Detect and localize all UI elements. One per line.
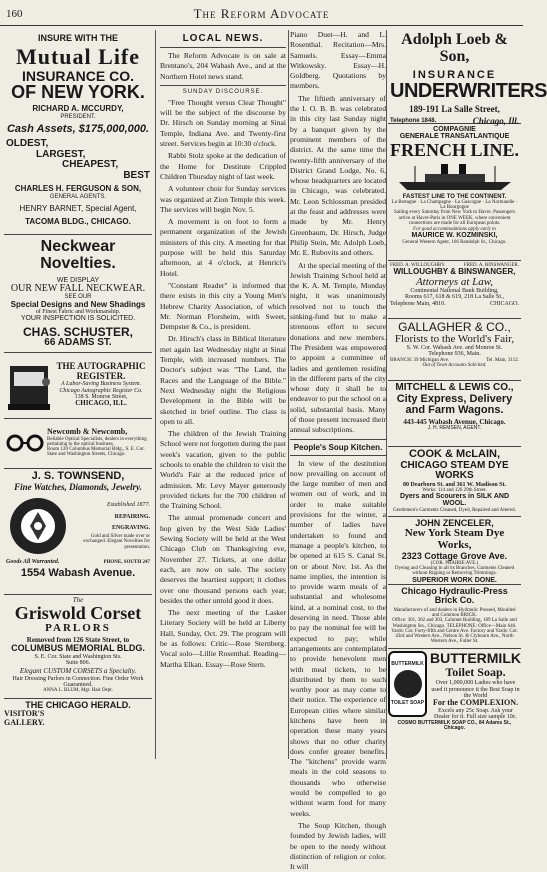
rule	[290, 455, 386, 456]
ad-text: New York Steam Dye Works,	[404, 527, 505, 551]
diamond-brooch-illustration	[6, 494, 70, 558]
rule	[160, 47, 286, 48]
ad-mitchell-lewis	[388, 381, 521, 447]
ad-text: Over 1,000,000 Ladies who have used it pronounce it the Best Soap in the World	[431, 680, 520, 699]
ad-chicago-herald	[4, 699, 152, 727]
ad-text: Suite 806.	[65, 659, 91, 666]
ad-willoughby	[388, 261, 521, 319]
ad-text: CHICAGO STEAM DYE WORKS	[400, 459, 509, 482]
ad-mutual-life	[4, 30, 152, 235]
ad-text: PARLORS	[45, 622, 111, 635]
ad-text: Out of Town Accounts Solicited.	[422, 362, 487, 368]
ad-text: Room 120 Columbus Memorial Bldg., S. E. Cor. State and Washington Streets, Chicago.	[47, 447, 145, 458]
soap-box-emblem	[394, 670, 422, 698]
news-paragraph: The next meeting of the Lasker Literary Society will be held at Liberty Hall, Sunday, Oct. 29. The program will be as follows: Critic—Rose Sternberg. Vocal solo—Lillie Rosenthal. Reading—Martha Elkan. Essay—Rose Stern.	[160, 608, 286, 669]
ad-hydraulic-brick	[388, 585, 521, 649]
section-heading-soup-kitchen: People's Soup Kitchen.	[293, 442, 383, 452]
ad-text: Florists to the World's Fair,	[394, 332, 515, 345]
ad-text: Cash Assets, $175,000,000.	[6, 122, 150, 135]
ad-gallagher	[388, 319, 521, 381]
ad-text: Telephone 1848.	[390, 118, 437, 125]
ad-buttermilk-soap	[388, 649, 521, 732]
ad-column-right	[388, 30, 547, 759]
ad-text: For the COMPLEXION.	[433, 698, 518, 708]
ad-text: TACOMA BLDG., CHICAGO.	[25, 217, 131, 227]
ad-text: COMPAGNIE	[433, 126, 476, 133]
column-rule-2	[288, 30, 289, 759]
ad-text: VISITOR'S	[4, 709, 45, 719]
ad-text: (COR. PRAIRIE AVE.)	[430, 560, 479, 566]
ad-text: 2323 Cottage Grove Ave.	[401, 550, 508, 561]
ad-text: CHARLES H. FERGUSON & SON,	[14, 184, 142, 194]
ad-text: La Bretagne · La Champagne · La Gascogne · La Normandie · La Bourgogne	[391, 199, 518, 211]
ad-text: SUPERIOR WORK DONE.	[412, 576, 497, 584]
ad-cook-mclain	[388, 447, 521, 517]
ad-text: MAURICE W. KOZMINSKI,	[411, 232, 498, 240]
news-paragraph: The fiftieth anniversary of the I. O. B. B. was celebrated in this city last Sunday night by a banquet given by the prominent members of the district. At the same time the twenty-fifth anniversary of the District Grand Lodge, No. 6, whose headquarters are located in Chicago, was celebrated. Mr. Leon Schlossman presided at the feast and addresses were made by Mr. Henry Greenbaum, Dr. Hirsch, Judge Philip Stein, Mr. Adolph Loeb, Mr. E. Rubovits and others.	[290, 93, 386, 258]
ad-text: WE DISPLAY	[56, 276, 100, 284]
ad-headline: REGISTER.	[76, 370, 126, 381]
ad-text: Established 1877.	[107, 502, 150, 509]
soap-box-label: BUTTERMILK	[391, 660, 424, 667]
ad-text: BEST	[123, 169, 150, 181]
ad-text: Gentlemen's Garments Cleaned, Dyed, Repaired and Altered.	[393, 507, 516, 513]
ad-text: FASTEST LINE TO THE CONTINENT.	[402, 193, 507, 200]
ad-townsend	[4, 469, 152, 595]
soap-box-label: TOILET SOAP	[390, 700, 425, 706]
ad-text: 189-191 La Salle Street,	[409, 104, 500, 115]
news-paragraph: The Reform Advocate is on sale at Brentano's, 204 Wabash Ave., and at the Northern Hotel news stand.	[160, 51, 286, 81]
ad-text: of Finest Fabric and Workmanship.	[35, 309, 121, 316]
ad-headline: Mutual Life	[15, 44, 141, 70]
ad-text: Attorneys at Law,	[415, 275, 494, 288]
ad-headline: Griswold Corset	[14, 603, 142, 624]
ad-text: Toilet Soap.	[445, 664, 506, 679]
ad-headline: Chicago Hydraulic-Press Brick Co.	[401, 586, 508, 606]
ad-text: Yards: Cor. Forty-fifth and Centre Ave. Factory and Yards: Cor. 43rd and Western Ave., Nelson St. & Clybourn Ave., North Western Ave., Fuller St.	[391, 628, 518, 645]
news-column-local	[160, 30, 286, 759]
ad-text: FRED. A. BINSWANGER.	[463, 263, 519, 268]
ad-text: SEE OUR	[64, 294, 92, 301]
news-paragraph: The annual promenade concert and hop given by the West Side Ladies' Sewing Society will be held at the West Chicago Club on Thanksgiving eve, November 27. Tickets, at one dollar each, are now on sale. The society deserves the heartiest support; it clothes over one thousand persons each year, besides the other untold good it does.	[160, 513, 286, 605]
ad-text: RICHARD A. MCCURDY,	[32, 104, 124, 114]
page-number: 160	[6, 8, 23, 20]
ad-headline: FRENCH LINE.	[390, 139, 520, 160]
ad-text: INSURANCE CO.	[21, 67, 134, 84]
news-paragraph: Dr. Hirsch's class in Biblical literature met again last Wednesday night at Sinai Temple, with increased numbers. The Doctor's subject was "The Land, the Races and the Language of the Bible." Next Wednesday night the Religious Development in the Bible will be sketched in brief outline. The class is open to all.	[160, 334, 286, 426]
ad-headline: BUTTERMILK	[430, 650, 521, 666]
ad-text: CHAS. SCHUSTER,	[22, 324, 133, 339]
news-paragraph: The Soup Kitchen, though founded by Jewish ladies, will be open to the needy without distinction of religion or color. It will	[290, 820, 386, 872]
ad-griswold-corset	[4, 595, 152, 699]
ad-headline: THE AUTOGRAPHIC	[56, 361, 146, 372]
ad-text: Goods All Warranted.	[6, 558, 60, 565]
ad-text: CHEAPEST,	[62, 159, 119, 171]
ad-text: Rooms 617, 618 & 619, 218 La Salle St.,	[405, 294, 504, 301]
ad-headline: JOHN ZENCELER,	[415, 518, 494, 528]
ad-text: GALLERY.	[4, 717, 45, 727]
ad-text: Sailing every Saturday from New York to Havre. Passengers arrive at Havre-Paris in ONE WEEK, where convenient connections are made for all European points.	[393, 210, 516, 226]
ad-text: Chicago, Ill.	[472, 115, 519, 126]
ad-text: 66 ADAMS ST.	[44, 337, 112, 349]
ad-headline: MITCHELL & LEWIS CO.,	[395, 382, 514, 393]
ad-text: General Western Agent, 166 Randolph St., Chicago.	[402, 239, 507, 245]
ad-text: UNDERWRITERS	[390, 80, 547, 103]
masthead: The Reform Advocate	[193, 6, 330, 21]
ad-text: Fine Watches, Diamonds, Jewelry.	[14, 481, 142, 492]
ad-text: City Express, Delivery and Farm Wagons.	[396, 392, 513, 417]
news-paragraph: A volunteer choir for Sunday services was organized at Zion Temple this week. The services will begin Nov. 5.	[160, 184, 286, 214]
ad-text: PHONE, SOUTH 247	[103, 559, 150, 565]
ad-headline: Adolph Loeb & Son,	[401, 31, 508, 65]
ad-headline: COOK & McLAIN,	[408, 448, 501, 460]
ad-text: The	[72, 596, 84, 604]
ad-text: OF NEW YORK.	[11, 82, 145, 103]
news-paragraph: In view of the destitution now prevailing on account of the large number of men and women out of work, and in order to make suitable provisions for the winter, a number of ladies have undertaken to found and manage a people's kitchen, to be opened at 615 S. Canal St. on or about Nov. 1st. As the name implies, the intention is to provide warm meals of a substantial and wholesome kind, at a nominal cost, to the deserving in need. Those able to pay the nominal fee will be expected to pay; while arrangements are contemplated to provide benevolent men with meal tickets, to be distributed by them to such worthy poor as may come to their notice. The experience of European cities where similar kitchens have been in operation these many years shows that no other charity does confer greater benefits. The "kitchens" provide warm meals in the cold seasons to thousands who otherwise would be compelled to go without warm food for many weeks.	[290, 458, 386, 818]
ad-text: Elegant CUSTOM CORSETS a Specialty.	[19, 667, 137, 676]
ad-zenceler	[388, 517, 521, 585]
ad-text: OUR NEW FALL NECKWEAR.	[10, 282, 146, 294]
ad-text: Reliable Optical Specialists, dealers in everything pertaining to the optical business.	[47, 436, 147, 447]
ad-text: OLDEST,	[6, 138, 49, 150]
ad-text: LARGEST,	[36, 148, 86, 160]
ad-text: 138 S. Monroe Street,	[74, 393, 128, 400]
ad-headline: THE CHICAGO HERALD.	[25, 700, 131, 710]
ad-text: A Labor-Saving Business System.	[60, 381, 142, 388]
ad-headline: Neckwear Novelties.	[40, 238, 116, 272]
ad-text: CHICAGO.	[490, 300, 519, 307]
section-heading-local-news: LOCAL NEWS.	[182, 33, 264, 44]
ad-text: 1554 Wabash Avenue.	[20, 567, 136, 580]
ad-text: Dyeing and Cleaning in all its Branches. Garments Cleaned without Ripping or Removing Trimmings.	[394, 566, 515, 577]
ad-text: 80 Dearborn St. and 361 W. Madison St.	[402, 481, 507, 488]
rule	[160, 85, 286, 86]
ad-text: PRESIDENT.	[60, 113, 96, 120]
ad-text: Tel. Main, 3112.	[486, 357, 519, 363]
news-paragraph: Rabbi Stolz spoke at the dedication of the Home for Destitute Crippled Children Thursday night of last week.	[160, 151, 286, 181]
ad-column-left	[4, 30, 152, 759]
rule	[290, 439, 386, 440]
ad-text: INSURE WITH THE	[38, 33, 118, 43]
ad-text: INSURANCE	[412, 68, 497, 81]
ad-text: Manufacturers of and dealers in Hydraulic Pressed, Moulded and Common BRICK.	[393, 607, 516, 619]
ad-text: J. H. REMSEN, AGENT.	[427, 424, 482, 431]
news-paragraph: "Constant Reader" is informed that there exists in this city a Young Men's Hebrew Charity Association, of which Mr. Norman Florsheim, with Sweet, Dempster & Co., is president.	[160, 280, 286, 332]
news-paragraph: At the special meeting of the Jewish Training School held at the K. A. M. Temple, Monday night, it was unanimously resolved not to touch the sinking-fund but to make a strenuous effort to secure donations and new members. The President was empowered to appoint a committee of ladies and gentlemen residing in the different parts of the city whose duty it shall be to endeavor to put the school on a solid, substantial basis. Many of those present increased their annual subscriptions.	[290, 260, 386, 435]
eyeglasses-icon	[6, 433, 44, 453]
ad-headline: WILLOUGHBY & BINSWANGER,	[393, 267, 516, 277]
ad-text: Telephone Main, 4810.	[390, 300, 446, 307]
news-paragraph: Piano Duet—H. and L. Rosenthal. Recitation—Mrs. Samuels. Essay—Emma Witkowsky. Essay—H. Goldberg. Quotations by members.	[290, 30, 386, 91]
ad-text: Dyers and Scourers in SILK AND WOOL.	[399, 493, 510, 508]
ad-text: Works: 114 and 126 29th Street.	[422, 487, 487, 493]
ad-text: HENRY BARNET, Special Agent,	[19, 204, 137, 214]
ad-text: Telephone 936, Main.	[428, 351, 481, 358]
ad-text: BRANCH: 39 Michigan Ave.	[390, 357, 450, 363]
ad-text: FRED. A. WILLOUGHBY.	[390, 263, 446, 268]
ad-text: Removed from 126 State Street, to	[26, 635, 130, 644]
ad-text: GENERALE TRANSATLANTIQUE	[399, 133, 510, 141]
soap-box-illustration	[388, 651, 427, 717]
ad-headline: Newcomb & Newcomb,	[47, 427, 128, 437]
ad-text: Special Designs and New Shadings	[10, 299, 146, 309]
ad-text: YOUR INSPECTION IS SOLICITED.	[20, 315, 136, 323]
ad-text: Office: 301, 302 and 303, Calumet Building, 189 La Salle and Washington Sts., Chicago. TELEPHONE: Office—Main 646.	[392, 618, 517, 629]
ad-text: REPAIRING.	[114, 514, 150, 521]
ad-text: Continental National Bank Building,	[410, 288, 499, 295]
ad-text: ANNA L. BLUM, Mgr. Hair Dept.	[43, 688, 113, 694]
news-column-continued	[290, 30, 386, 872]
ad-text: Chicago Autographic Register Co.	[59, 387, 143, 394]
ad-headline: GALLAGHER & CO.,	[398, 320, 511, 334]
ad-text: Hair Dressing Parlors in Connection. Fine Order Work Guaranteed.	[12, 675, 144, 688]
ad-text: Gold and Silver made over or exchanged. Elegant Novelties for presentation.	[83, 534, 150, 550]
ad-text: For good accommodations apply early to	[413, 227, 496, 233]
ad-text: CHICAGO, ILL.	[75, 399, 127, 408]
ad-newcomb	[4, 419, 152, 469]
news-paragraph: "Free Thought versus Clear Thought" will be the subject of the discourse by Dr. Hirsch on Sunday morning at Sinai Temple, Indiana Ave. and Twenty-first street. Services begin at 10:30 o'clock.	[160, 97, 286, 149]
column-rule-1	[155, 30, 156, 759]
ad-headline: J. S. TOWNSEND,	[31, 470, 125, 482]
ad-text: ENGRAVING.	[111, 524, 150, 531]
ad-text: S. W. Cor. Wabash Ave. and Monroe St.	[406, 345, 503, 352]
ad-french-line	[388, 124, 521, 261]
ad-adolph-loeb	[388, 30, 547, 126]
ad-text: 443-445 Wabash Avenue, Chicago.	[403, 417, 506, 426]
column-rule-3	[386, 30, 387, 759]
ad-text: COLUMBUS MEMORIAL BLDG.	[11, 643, 145, 654]
subheading-sunday-discourse: SUNDAY DISCOURSE.	[182, 88, 264, 95]
ad-neckwear	[4, 235, 152, 353]
register-machine-illustration	[6, 356, 52, 414]
news-paragraph: The children of the Jewish Training School were not forgotten during the past week's vacation, given to the public schools to enable the children to visit the World's Fair at the reduced price of admission. Mr. Levy Mayer generously provided tickets for the 700 children of the Training School.	[160, 429, 286, 511]
page-header	[0, 0, 523, 26]
ad-text: S. E. Cor. State and Washington Sts.	[34, 653, 122, 660]
steamship-illustration	[395, 162, 515, 192]
ad-text: Excels any 25c Soap. Ask your Dealer for it. Full size sample 10c.	[434, 707, 517, 720]
ad-autographic-register	[4, 353, 152, 419]
ad-text: COSMO BUTTERMILK SOAP CO., 84 Adams St., Chicago.	[397, 720, 512, 732]
ad-text: GENERAL AGENTS.	[49, 193, 107, 200]
news-paragraph: A movement is on foot to form a permanent organization of the Jewish ministers of this city. A meeting for that purpose will be held this Saturday afternoon, at 4 o'clock, at Henrici's Hotel.	[160, 217, 286, 278]
